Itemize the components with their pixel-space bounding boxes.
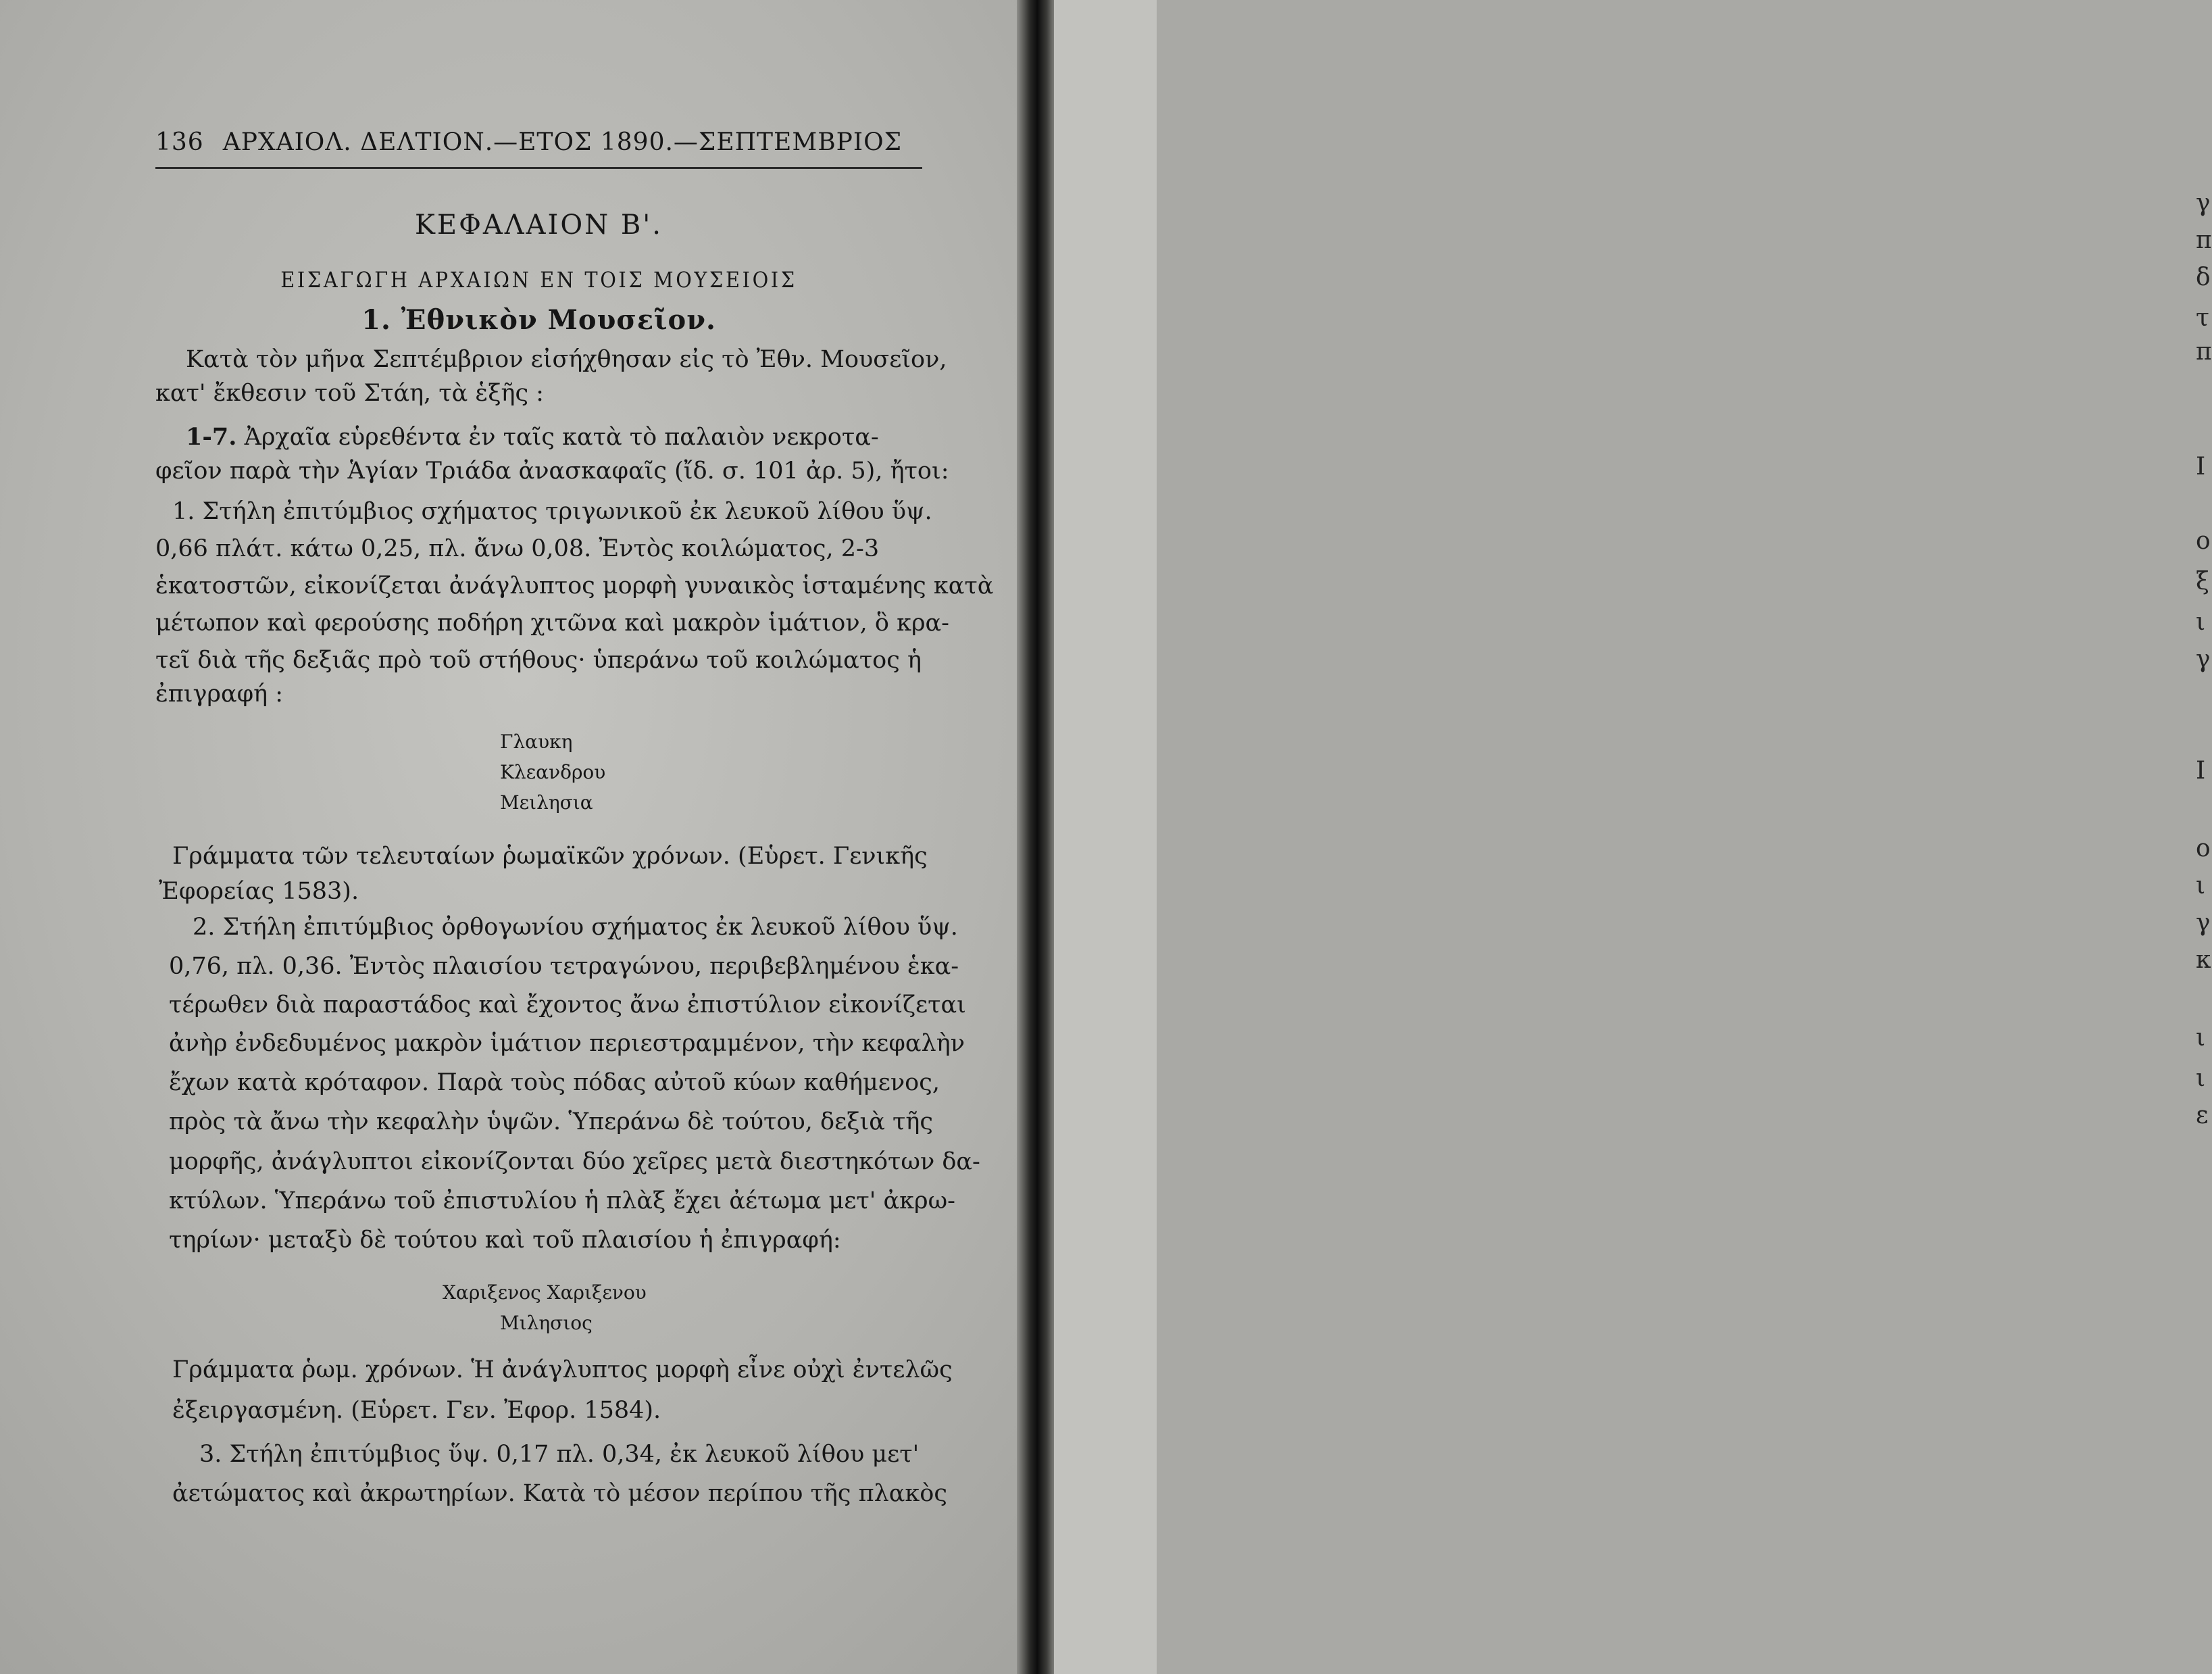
text-line: μέτωπον καὶ φερούσης ποδήρη χιτῶνα καὶ μακρὸν ἱμάτιον, ὃ κρα-: [155, 610, 949, 637]
text-line: τηρίων· μεταξὺ δὲ τούτου καὶ τοῦ πλαισίου ἡ ἐπιγραφή:: [169, 1227, 841, 1254]
text-line: τέρωθεν διὰ παραστάδος καὶ ἔχοντος ἄνω ἐπιστύλιον εἰκονίζεται: [169, 991, 966, 1018]
edge-letter: κ: [2196, 946, 2211, 974]
edge-letter: ι: [2196, 608, 2206, 636]
text-line: Ἐφορείας 1583).: [159, 878, 359, 905]
inscription-line: Μιλησιος: [500, 1312, 593, 1334]
text-line: Κατὰ τὸν μῆνα Σεπτέμβριον εἰσήχθησαν εἰς τὸ Ἐθν. Μουσεῖον,: [186, 346, 947, 373]
edge-letter: ι: [2196, 1024, 2206, 1052]
edge-letter: Ι: [2196, 757, 2206, 785]
edge-letter: ι: [2196, 1064, 2206, 1092]
edge-letter: Ι: [2196, 453, 2206, 481]
edge-letter: γ: [2196, 189, 2211, 217]
text-line: ἀνὴρ ἐνδεδυμένος μακρὸν ἱμάτιον περιεστραμμένον, τὴν κεφαλὴν: [169, 1030, 965, 1057]
header-rule: [155, 167, 922, 169]
text-line: 1. Στήλη ἐπιτύμβιος σχήματος τριγωνικοῦ ἐκ λευκοῦ λίθου ὕψ.: [172, 498, 932, 525]
text-line: ἐπιγραφή :: [155, 681, 284, 708]
text-line: ἐξειργασμένη. (Εὑρετ. Γεν. Ἐφορ. 1584).: [172, 1397, 661, 1424]
running-header: [155, 128, 926, 156]
edge-letter: ι: [2196, 872, 2206, 900]
text-line: ἔχων κατὰ κρόταφον. Παρὰ τοὺς πόδας αὐτοῦ κύων καθήμενος,: [169, 1069, 940, 1096]
inscription-line: Κλεανδρου: [500, 761, 606, 783]
edge-letter: ε: [2196, 1102, 2209, 1129]
chapter-subtitle: ΕΙΣΑΓΩΓΗ ΑΡΧΑΙΩΝ ΕΝ ΤΟΙΣ ΜΟΥΣΕΙΟΙΣ: [280, 267, 797, 293]
text-line: πρὸς τὰ ἄνω τὴν κεφαλὴν ὑψῶν. Ὑπεράνω δὲ τούτου, δεξιὰ τῆς: [169, 1108, 933, 1135]
text-line: μορφῆς, ἀνάγλυπτοι εἰκονίζονται δύο χεῖρες μετὰ διεστηκότων δα-: [169, 1148, 980, 1175]
text-line: Γράμματα τῶν τελευταίων ῥωμαϊκῶν χρόνων. (Εὑρετ. Γενικῆς: [172, 843, 928, 870]
text-line: 2. Στήλη ἐπιτύμβιος ὀρθογωνίου σχήματος ἐκ λευκοῦ λίθου ὕψ.: [193, 914, 958, 941]
text-line: τεῖ διὰ τῆς δεξιᾶς πρὸ τοῦ στήθους· ὑπεράνω τοῦ κοιλώματος ἡ: [155, 647, 922, 674]
chapter-title: ΚΕΦΑΛΑΙΟΝ Β'.: [415, 210, 663, 241]
text-line: 0,76, πλ. 0,36. Ἐντὸς πλαισίου τετραγώνου, περιβεβλημένου ἑκα-: [169, 953, 959, 980]
edge-letter: δ: [2196, 264, 2211, 291]
text-line: 3. Στήλη ἐπιτύμβιος ὕψ. 0,17 πλ. 0,34, ἐκ λευκοῦ λίθου μετ': [199, 1441, 920, 1468]
inscription-line: Χαριξενος Χαριξενου: [443, 1281, 647, 1304]
item-label: 1-7.: [186, 423, 237, 451]
page-number: 136: [155, 128, 204, 156]
edge-letter: γ: [2196, 645, 2211, 673]
edge-letter: γ: [2196, 909, 2211, 937]
inscription-line: Γλαυκη: [500, 731, 573, 753]
inscription-line: Μειλησια: [500, 791, 593, 814]
text-line: 0,66 πλάτ. κάτω 0,25, πλ. ἄνω 0,08. Ἐντὸς κοιλώματος, 2-3: [155, 535, 880, 562]
text-line: φεῖον παρὰ τὴν Ἁγίαν Τριάδα ἀνασκαφαῖς (ἴδ. σ. 101 ἀρ. 5), ἤτοι:: [155, 458, 949, 485]
text-line: κτύλων. Ὑπεράνω τοῦ ἐπιστυλίου ἡ πλὰξ ἔχει ἀέτωμα μετ' ἀκρω-: [169, 1187, 955, 1214]
item-entry: [186, 422, 879, 452]
item-text: Ἀρχαῖα εὑρεθέντα ἐν ταῖς κατὰ τὸ παλαιὸν νεκροτα-: [244, 424, 879, 451]
book-gutter: [1017, 0, 1054, 1674]
edge-letter: ο: [2196, 835, 2211, 862]
text-line: κατ' ἔκθεσιν τοῦ Στάη, τὰ ἑξῆς :: [155, 380, 544, 407]
section-title: 1. Ἐθνικὸν Μουσεῖον.: [361, 304, 716, 336]
text-line: ἀετώματος καὶ ἀκρωτηρίων. Κατὰ τὸ μέσον περίπου τῆς πλακὸς: [172, 1480, 947, 1507]
facing-page-edge: [1054, 0, 2212, 1674]
text-line: Γράμματα ῥωμ. χρόνων. Ἡ ἀνάγλυπτος μορφὴ εἶνε οὐχὶ ἐντελῶς: [172, 1356, 953, 1383]
running-title: ΑΡΧΑΙΟΛ. ΔΕΛΤΙΟΝ.—ΕΤΟΣ 1890.—ΣΕΠΤΕΜΒΡΙΟΣ: [222, 128, 903, 156]
edge-letter: π: [2196, 226, 2212, 254]
edge-letter: π: [2196, 338, 2212, 366]
edge-letter: ξ: [2196, 568, 2209, 595]
edge-letter: ο: [2196, 527, 2211, 555]
text-line: ἑκατοστῶν, εἰκονίζεται ἀνάγλυπτος μορφὴ γυναικὸς ἱσταμένης κατὰ: [155, 572, 994, 599]
edge-letter: τ: [2196, 304, 2209, 332]
